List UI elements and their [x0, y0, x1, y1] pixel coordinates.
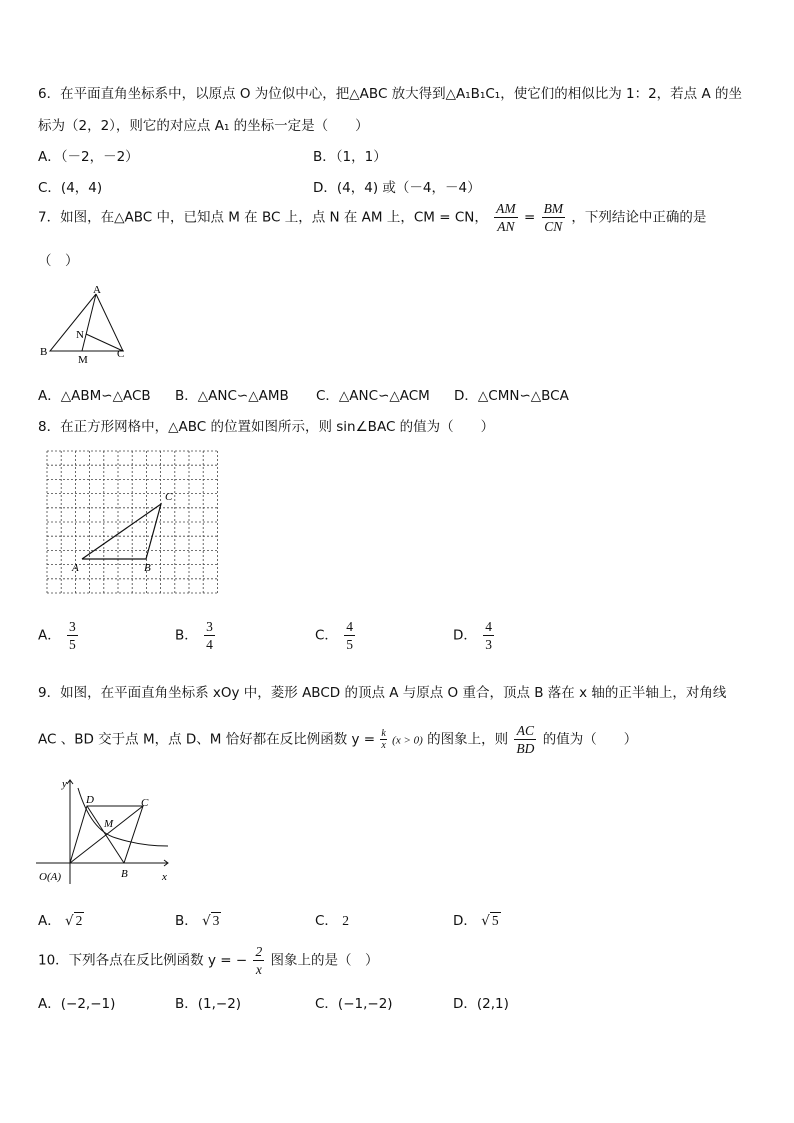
q9-option-a-sqrt: √ 2	[65, 913, 83, 929]
q8-option-b-den: 4	[206, 637, 213, 652]
q10-option-d[interactable]: D．(2,1)	[453, 996, 509, 1012]
q9-option-d[interactable]	[453, 909, 501, 929]
q8-option-d[interactable]	[453, 618, 496, 653]
q10-option-b[interactable]: B．(1,−2)	[175, 996, 242, 1012]
q9-label-o-a: O(A)	[39, 871, 61, 883]
question-6-line-2: 标为（2，2），则它的对应点 A₁ 的坐标一定是（ ）	[38, 118, 369, 134]
q9-ratio-num: AC	[514, 722, 536, 740]
q9-option-a[interactable]	[38, 909, 84, 929]
q9-option-d-letter: D．	[453, 913, 477, 929]
q8-option-d-fraction	[483, 618, 494, 653]
q8-option-c-num: 4	[346, 619, 353, 634]
q9-line2-prefix: AC 、BD 交于点 M，点 D、M 恰好都在反比例函数 y =	[38, 731, 376, 748]
q8-option-c-fraction	[344, 618, 355, 653]
q7-label-c: C	[117, 348, 125, 360]
q9-func-num: k	[381, 728, 386, 739]
q9-line2-suffix: 的值为（ ）	[542, 731, 638, 748]
q7-label-m: M	[78, 354, 88, 366]
q10-suffix: 图象上的是（ ）	[270, 952, 379, 969]
q9-domain: (x > 0)	[392, 734, 423, 747]
q10-option-c[interactable]: C．(−1,−2)	[315, 996, 393, 1012]
q9-label-x: x	[162, 871, 167, 883]
q7-triangle-abc	[50, 294, 123, 351]
q8-label-c: C	[165, 491, 173, 503]
q9-label-c: C	[141, 797, 149, 809]
q8-label-a: A	[72, 562, 79, 574]
q9-label-m: M	[104, 818, 114, 830]
question-7-stem	[38, 200, 706, 235]
q8-triangle-abc	[82, 504, 161, 559]
q9-option-b-letter: B．	[175, 913, 198, 929]
q9-option-c[interactable]	[315, 909, 349, 929]
q9-option-d-radicand: 5	[491, 913, 499, 928]
q7-label-n: N	[76, 329, 84, 341]
q7-equals: =	[523, 209, 536, 226]
q7-option-c[interactable]: C．△ANC∽△ACM	[316, 388, 430, 404]
q7-option-d[interactable]: D．△CMN∽△BCA	[454, 388, 569, 404]
q9-ratio-den: BD	[516, 741, 535, 756]
q8-option-a[interactable]	[38, 618, 80, 653]
question-9-line-1: 9．如图，在平面直角坐标系 xOy 中，菱形 ABCD 的顶点 A 与原点 O 重合，顶点 B 落在 x 轴的正半轴上，对角线	[38, 685, 727, 701]
q9-rhombus-figure	[36, 776, 176, 886]
question-9-line-2	[38, 722, 637, 757]
q7-answer-paren: （ ）	[38, 253, 79, 269]
q8-option-c[interactable]	[315, 618, 357, 653]
q9-line2-mid: 的图象上，则	[427, 731, 509, 748]
q8-option-b-fraction	[204, 618, 215, 653]
q7-option-a[interactable]: A．△ABM∽△ACB	[38, 388, 151, 404]
q8-option-b-letter: B．	[175, 627, 198, 644]
q10-option-a[interactable]: A．(−2,−1)	[38, 996, 116, 1012]
q7-frac1-denominator: AN	[497, 219, 515, 234]
q8-option-b-num: 3	[206, 619, 213, 634]
q9-option-d-sqrt: √ 5	[481, 913, 499, 929]
q6-option-c[interactable]: C．(4，4)	[38, 180, 103, 196]
q8-label-b: B	[144, 562, 151, 574]
q8-option-c-den: 5	[346, 637, 353, 652]
q8-option-d-num: 4	[485, 619, 492, 634]
q8-option-d-letter: D．	[453, 627, 477, 644]
q9-label-d: D	[86, 794, 94, 806]
q9-label-y: y	[62, 778, 67, 790]
q8-option-a-letter: A．	[38, 627, 61, 644]
q7-frac1-numerator: AM	[496, 201, 516, 216]
q7-fraction-bm-cn	[542, 200, 566, 235]
q9-function-fraction	[380, 728, 386, 751]
q9-diagonal-bd	[87, 806, 124, 863]
q8-option-c-letter: C．	[315, 627, 338, 644]
q9-diagonal-ac	[70, 806, 143, 863]
q6-option-b[interactable]: B．（1，1）	[313, 149, 387, 165]
q10-fraction	[253, 943, 264, 978]
q9-option-a-radicand: 2	[75, 913, 83, 928]
q8-option-d-den: 3	[485, 637, 492, 652]
q10-frac-num: 2	[255, 944, 263, 959]
q8-option-a-fraction	[67, 618, 78, 653]
q6-option-a[interactable]: A．（－2，－2）	[38, 149, 139, 165]
q9-ratio-fraction	[514, 722, 536, 757]
q9-option-c-letter: C．	[315, 913, 338, 929]
q7-option-b[interactable]: B．△ANC∽△AMB	[175, 388, 289, 404]
question-10-stem	[38, 943, 379, 978]
q7-prefix: 7．如图，在△ABC 中，已知点 M 在 BC 上，点 N 在 AM 上，CM = CN，	[38, 209, 488, 226]
question-8-stem: 8．在正方形网格中，△ABC 的位置如图所示，则 sin∠BAC 的值为（ ）	[38, 419, 495, 435]
q9-label-b: B	[121, 868, 128, 880]
q6-option-d[interactable]: D．(4，4) 或（－4，－4）	[313, 180, 481, 196]
q7-suffix: ，下列结论中正确的是	[571, 209, 707, 226]
q7-triangle-figure	[38, 284, 138, 366]
q8-option-a-den: 5	[69, 637, 76, 652]
q9-option-b[interactable]	[175, 909, 221, 929]
q7-label-b: B	[40, 346, 48, 358]
q9-option-c-value: 2	[342, 913, 349, 928]
q9-option-a-letter: A．	[38, 913, 61, 929]
q9-option-b-radicand: 3	[212, 913, 220, 928]
q8-option-a-num: 3	[69, 619, 76, 634]
q10-frac-den: x	[255, 962, 262, 977]
q10-prefix: 10．下列各点在反比例函数 y = −	[38, 952, 248, 969]
q7-label-a: A	[93, 284, 101, 296]
q7-frac2-numerator: BM	[543, 201, 564, 216]
q9-func-den: x	[381, 740, 386, 751]
q7-frac2-denominator: CN	[544, 219, 563, 234]
question-6-line-1: 6．在平面直角坐标系中，以原点 O 为位似中心，把△ABC 放大得到△A₁B₁C₁，使它们的相似比为 1：2，若点 A 的坐	[38, 86, 742, 102]
q7-fraction-am-an	[494, 200, 518, 235]
q8-grid-figure	[46, 450, 221, 598]
q8-option-b[interactable]	[175, 618, 217, 653]
q9-option-b-sqrt: √ 3	[202, 913, 220, 929]
